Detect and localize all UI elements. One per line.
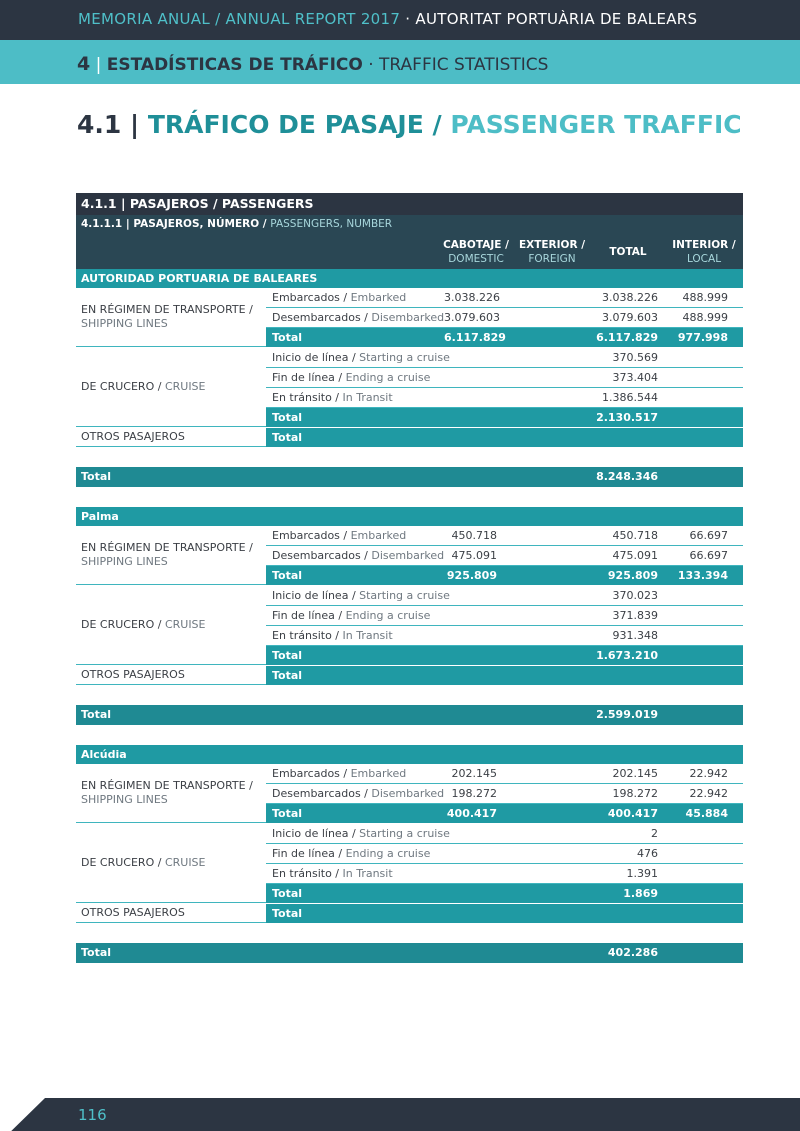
table-section xyxy=(76,269,743,487)
col-domestic xyxy=(440,238,512,266)
starting-row-label xyxy=(272,351,450,364)
ending-row-label xyxy=(272,609,430,622)
disembarked-row-label-es: Desembarcados / xyxy=(272,787,372,800)
col-local-en: LOCAL xyxy=(686,253,722,265)
transit-row-label xyxy=(272,391,393,404)
cruise-label xyxy=(76,586,266,665)
shipping-lines-label-es: EN RÉGIMEN DE TRANSPORTE / xyxy=(81,541,253,554)
transit-row-label-es: En tránsito / xyxy=(272,391,343,404)
disembarked-row-label-en: Disembarked xyxy=(371,787,445,800)
embarked-row xyxy=(266,764,743,784)
shipping-total-domestic-value: 400.417 xyxy=(446,807,497,820)
ending-row xyxy=(266,368,743,388)
disembarked-total-value: 475.091 xyxy=(612,549,658,562)
cruise-label-en: CRUISE xyxy=(164,618,206,631)
embarked-row-label-es: Embarcados / xyxy=(272,529,351,542)
starting-total-value: 370.569 xyxy=(612,351,658,364)
disembarked-total-value: 198.272 xyxy=(612,787,658,800)
embarked-domestic-value: 3.038.226 xyxy=(444,291,500,304)
cruise-label-es: DE CRUCERO / xyxy=(81,856,165,869)
shipping-lines-label-en: SHIPPING LINES xyxy=(81,793,168,806)
embarked-row-label-es: Embarcados / xyxy=(272,767,351,780)
embarked-local-value: 488.999 xyxy=(682,291,728,304)
embarked-local-value: 22.942 xyxy=(689,767,728,780)
table-subtitle-es: 4.1.1.1 | PASAJEROS, NÚMERO / xyxy=(81,218,271,230)
ending-total-value: 476 xyxy=(637,847,658,860)
other-passengers-label xyxy=(76,904,266,923)
table-section xyxy=(76,507,743,725)
ending-total-value: 373.404 xyxy=(612,371,658,384)
cruise-label-en: CRUISE xyxy=(164,380,206,393)
disembarked-local-value: 66.697 xyxy=(689,549,728,562)
transit-row xyxy=(266,626,743,646)
embarked-row-label-en: Embarked xyxy=(350,291,407,304)
table-section xyxy=(76,745,743,963)
starting-row-label-en: Starting a cruise xyxy=(359,589,450,602)
page-title-number: 4.1 | xyxy=(77,110,148,139)
col-foreign xyxy=(516,238,588,266)
page-title-en: PASSENGER TRAFFIC xyxy=(450,110,742,139)
page-number: 116 xyxy=(78,1106,107,1124)
disembarked-row-label-en: Disembarked xyxy=(371,311,445,324)
embarked-row-label xyxy=(272,767,406,780)
starting-row-label-en: Starting a cruise xyxy=(359,351,450,364)
disembarked-local-value: 488.999 xyxy=(682,311,728,324)
embarked-total-value: 202.145 xyxy=(612,767,658,780)
header-title xyxy=(78,10,697,28)
other-passengers-label xyxy=(76,666,266,685)
shipping-total-row xyxy=(266,566,743,586)
transit-total-value: 931.348 xyxy=(612,629,658,642)
table-title: 4.1.1 | PASAJEROS / PASSENGERS xyxy=(76,193,743,215)
table-sections xyxy=(76,269,743,963)
ending-row xyxy=(266,606,743,626)
header-dot: · xyxy=(400,10,416,28)
section-body xyxy=(76,288,743,467)
shipping-total-row-label xyxy=(272,807,302,820)
other-passengers-label-es: OTROS PASAJEROS xyxy=(81,430,185,443)
embarked-row-label xyxy=(272,529,406,542)
transit-row-label xyxy=(272,629,393,642)
shipping-lines-label-es: EN RÉGIMEN DE TRANSPORTE / xyxy=(81,303,253,316)
cruise-total-row xyxy=(266,408,743,428)
disembarked-row-label xyxy=(272,787,444,800)
cruise-total-row xyxy=(266,884,743,904)
starting-total-value: 2 xyxy=(651,827,658,840)
embarked-row xyxy=(266,526,743,546)
embarked-local-value: 66.697 xyxy=(689,529,728,542)
header-annual: ANNUAL REPORT 2017 xyxy=(225,10,401,28)
table-subtitle xyxy=(76,215,743,234)
grand-total-value: 2.599.019 xyxy=(596,708,658,721)
other-passengers-label-es: OTROS PASAJEROS xyxy=(81,668,185,681)
col-domestic-en: DOMESTIC xyxy=(448,253,504,265)
shipping-lines-label-en: SHIPPING LINES xyxy=(81,555,168,568)
grand-total-row xyxy=(76,943,743,963)
transit-row-label-es: En tránsito / xyxy=(272,867,343,880)
shipping-total-local-value: 45.884 xyxy=(685,807,728,820)
header-sep: / xyxy=(210,10,226,28)
shipping-lines-label-es: EN RÉGIMEN DE TRANSPORTE / xyxy=(81,779,253,792)
transit-total-value: 1.391 xyxy=(626,867,658,880)
cruise-total-row-label-es: Total xyxy=(272,411,303,424)
transit-total-value: 1.386.544 xyxy=(602,391,658,404)
starting-row xyxy=(266,824,743,844)
embarked-total-value: 450.718 xyxy=(612,529,658,542)
embarked-row-label xyxy=(272,291,406,304)
starting-row xyxy=(266,348,743,368)
shipping-total-row-label-es: Total xyxy=(272,331,303,344)
section-sep: | xyxy=(90,55,107,75)
section-dot: · xyxy=(362,55,380,75)
header-authority: AUTORITAT PORTUÀRIA DE BALEARS xyxy=(415,10,698,28)
transit-row xyxy=(266,388,743,408)
disembarked-total-value: 3.079.603 xyxy=(602,311,658,324)
section-heading: AUTORIDAD PORTUARIA DE BALEARES xyxy=(76,269,743,288)
grand-total-row xyxy=(76,705,743,725)
disembarked-row-label-en: Disembarked xyxy=(371,549,445,562)
shipping-total-row-label-es: Total xyxy=(272,807,303,820)
ending-row-label-es: Fin de línea / xyxy=(272,847,346,860)
cruise-total-row xyxy=(266,646,743,666)
section-number: 4 xyxy=(77,53,91,75)
section-heading: Alcúdia xyxy=(76,745,743,764)
disembarked-row-label xyxy=(272,549,444,562)
grand-total-label: Total xyxy=(81,470,112,483)
table-subtitle-en: PASSENGERS, NUMBER xyxy=(270,218,393,230)
ending-row-label-en: Ending a cruise xyxy=(345,609,431,622)
embarked-total-value: 3.038.226 xyxy=(602,291,658,304)
starting-row-label xyxy=(272,827,450,840)
disembarked-row xyxy=(266,546,743,566)
col-foreign-en: FOREIGN xyxy=(528,253,576,265)
embarked-domestic-value: 202.145 xyxy=(451,767,497,780)
grand-total-value: 8.248.346 xyxy=(596,470,658,483)
shipping-lines-label xyxy=(76,526,266,585)
ending-row-label-en: Ending a cruise xyxy=(345,847,431,860)
embarked-row xyxy=(266,288,743,308)
cruise-total-row-label-es: Total xyxy=(272,649,303,662)
disembarked-local-value: 22.942 xyxy=(689,787,728,800)
disembarked-row xyxy=(266,784,743,804)
column-header-row xyxy=(76,234,743,269)
transit-row-label-es: En tránsito / xyxy=(272,629,343,642)
cruise-label-en: CRUISE xyxy=(164,856,206,869)
other-passengers-total-row-label-es: Total xyxy=(272,907,303,920)
header-memoria: MEMORIA ANUAL xyxy=(78,10,211,28)
starting-total-value: 370.023 xyxy=(612,589,658,602)
page-title xyxy=(77,110,742,139)
ending-row-label-es: Fin de línea / xyxy=(272,371,346,384)
shipping-total-domestic-value: 925.809 xyxy=(446,569,497,582)
other-passengers-label-es: OTROS PASAJEROS xyxy=(81,906,185,919)
ending-total-value: 371.839 xyxy=(612,609,658,622)
cruise-label-es: DE CRUCERO / xyxy=(81,380,165,393)
cruise-total-value: 1.673.210 xyxy=(596,649,658,662)
section-body xyxy=(76,764,743,943)
starting-row xyxy=(266,586,743,606)
section-heading: Palma xyxy=(76,507,743,526)
starting-row-label-es: Inicio de línea / xyxy=(272,827,360,840)
disembarked-row-label-es: Desembarcados / xyxy=(272,549,372,562)
passengers-table xyxy=(76,193,743,963)
transit-row-label-en: In Transit xyxy=(342,629,393,642)
shipping-total-row xyxy=(266,328,743,348)
ending-row-label-es: Fin de línea / xyxy=(272,609,346,622)
ending-row-label xyxy=(272,371,430,384)
page-title-es: TRÁFICO DE PASAJE / xyxy=(147,110,451,139)
shipping-lines-label xyxy=(76,764,266,823)
shipping-total-row xyxy=(266,804,743,824)
grand-total-label: Total xyxy=(81,708,112,721)
disembarked-domestic-value: 3.079.603 xyxy=(444,311,500,324)
other-passengers-total-row-label xyxy=(272,431,302,444)
section-title-es: ESTADÍSTICAS DE TRÁFICO xyxy=(106,55,363,75)
grand-total-row xyxy=(76,467,743,487)
ending-row xyxy=(266,844,743,864)
grand-total-value: 402.286 xyxy=(607,946,658,959)
col-local xyxy=(668,238,740,266)
shipping-total-local-value: 133.394 xyxy=(677,569,728,582)
cruise-label xyxy=(76,824,266,903)
starting-row-label xyxy=(272,589,450,602)
other-passengers-total-row-label-es: Total xyxy=(272,431,303,444)
disembarked-row xyxy=(266,308,743,328)
cruise-total-row-label xyxy=(272,649,302,662)
disembarked-domestic-value: 475.091 xyxy=(451,549,497,562)
footer-bar xyxy=(0,1098,800,1131)
ending-row-label xyxy=(272,847,430,860)
other-passengers-total-row-label xyxy=(272,669,302,682)
cruise-total-value: 1.869 xyxy=(623,887,658,900)
section-title xyxy=(77,53,548,75)
starting-row-label-es: Inicio de línea / xyxy=(272,589,360,602)
ending-row-label-en: Ending a cruise xyxy=(345,371,431,384)
embarked-domestic-value: 450.718 xyxy=(451,529,497,542)
embarked-row-label-en: Embarked xyxy=(350,529,407,542)
col-foreign-es: EXTERIOR / xyxy=(518,239,586,251)
section-title-en: TRAFFIC STATISTICS xyxy=(379,55,549,75)
disembarked-row-label-es: Desembarcados / xyxy=(272,311,372,324)
shipping-total-row-label xyxy=(272,569,302,582)
grand-total-label: Total xyxy=(81,946,112,959)
cruise-total-value: 2.130.517 xyxy=(596,411,658,424)
shipping-lines-label-en: SHIPPING LINES xyxy=(81,317,168,330)
transit-row-label xyxy=(272,867,393,880)
other-passengers-total-row xyxy=(266,428,743,448)
col-local-es: INTERIOR / xyxy=(672,239,736,251)
disembarked-domestic-value: 198.272 xyxy=(451,787,497,800)
cruise-total-row-label-es: Total xyxy=(272,887,303,900)
shipping-total-total-value: 6.117.829 xyxy=(596,331,658,344)
transit-row-label-en: In Transit xyxy=(342,391,393,404)
cruise-total-row-label xyxy=(272,887,302,900)
shipping-total-row-label-es: Total xyxy=(272,569,303,582)
starting-row-label-es: Inicio de línea / xyxy=(272,351,360,364)
other-passengers-total-row-label xyxy=(272,907,302,920)
col-domestic-es: CABOTAJE / xyxy=(443,239,509,251)
other-passengers-total-row xyxy=(266,666,743,686)
transit-row-label-en: In Transit xyxy=(342,867,393,880)
shipping-total-domestic-value: 6.117.829 xyxy=(444,331,506,344)
shipping-total-local-value: 977.998 xyxy=(677,331,728,344)
shipping-total-total-value: 400.417 xyxy=(607,807,658,820)
other-passengers-label xyxy=(76,428,266,447)
shipping-total-total-value: 925.809 xyxy=(607,569,658,582)
section-body xyxy=(76,526,743,705)
shipping-lines-label xyxy=(76,288,266,347)
transit-row xyxy=(266,864,743,884)
disembarked-row-label xyxy=(272,311,444,324)
cruise-label xyxy=(76,348,266,427)
other-passengers-total-row xyxy=(266,904,743,924)
other-passengers-total-row-label-es: Total xyxy=(272,669,303,682)
col-total: TOTAL xyxy=(609,246,647,258)
embarked-row-label-es: Embarcados / xyxy=(272,291,351,304)
embarked-row-label-en: Embarked xyxy=(350,767,407,780)
cruise-total-row-label xyxy=(272,411,302,424)
cruise-label-es: DE CRUCERO / xyxy=(81,618,165,631)
starting-row-label-en: Starting a cruise xyxy=(359,827,450,840)
shipping-total-row-label xyxy=(272,331,302,344)
